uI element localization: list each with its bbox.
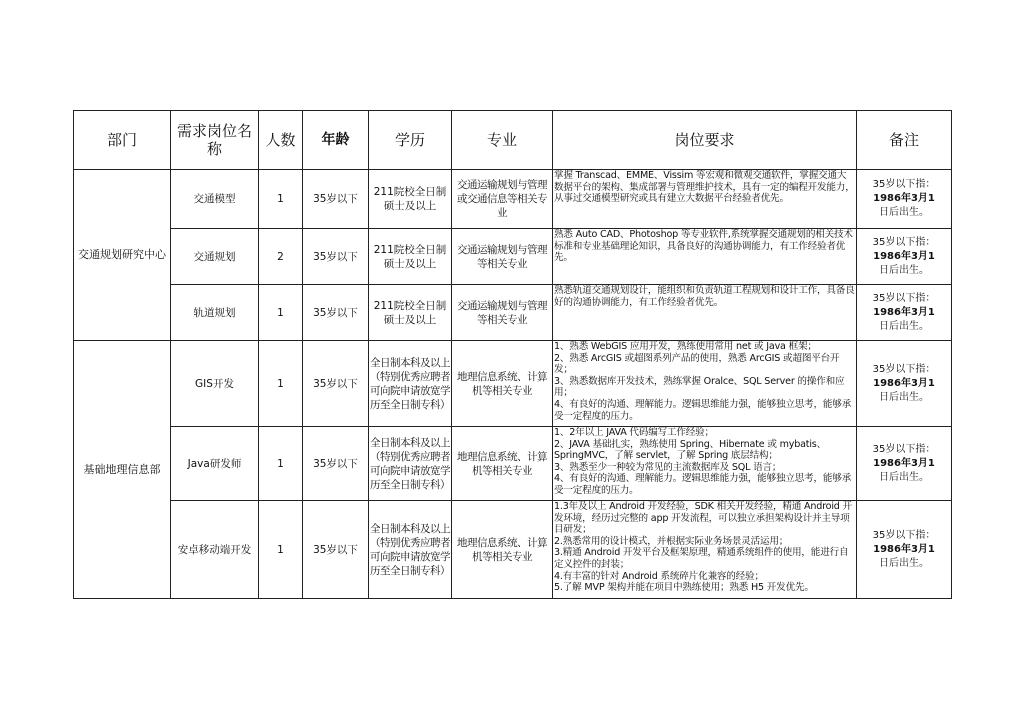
header-note: 备注 [857,111,952,170]
requirement-line: 1.3年及以上 Android 开发经验，SDK 相关开发经验，精通 Android 开发环境，经历过完整的 app 开发流程，可以独立承担架构设计并主导项目研发； [554,501,852,536]
note-line: 日后出生。 [879,320,929,332]
requirements [553,285,857,341]
requirements [553,170,857,229]
requirement-line: 3、熟悉至少一种较为常见的主流数据库及 SQL 语言； [554,461,782,473]
post-name: GIS开发 [171,341,259,427]
headcount: 1 [259,501,303,599]
note-line: 35岁以下指： [872,443,936,455]
education: 211院校全日制硕士及以上 [369,170,452,229]
age-limit: 35岁以下 [303,501,369,599]
note-date: 1986年3月1 [873,543,935,555]
table-row [74,501,952,599]
note-line: 35岁以下指： [872,292,936,304]
note-line: 35岁以下指： [872,363,936,375]
note-line: 35岁以下指： [872,236,936,248]
note [857,229,952,285]
note-line: 日后出生。 [879,207,929,218]
major: 地理信息系统、计算机等相关专业 [452,427,553,501]
header-major: 专业 [452,111,553,170]
major: 地理信息系统、计算机等相关专业 [452,501,553,599]
age-limit: 35岁以下 [303,341,369,427]
header-age: 年龄 [303,111,369,170]
post-name: 交通规划 [171,229,259,285]
age-limit: 35岁以下 [303,229,369,285]
table-row [74,427,952,501]
age-limit: 35岁以下 [303,427,369,501]
note-date: 1986年3月1 [873,250,935,262]
requirement-line: 4、有良好的沟通、理解能力。逻辑思维能力强，能够独立思考，能够承受一定程度的压力。 [554,398,852,422]
note-line: 日后出生。 [879,391,929,403]
requirement-line: 熟悉轨道交通规划设计，能组织和负责轨道工程规划和设计工作，具备良好的沟通协调能力，有工作经验者优先。 [554,285,855,308]
requirement-line: 2、熟悉 ArcGIS 或超图系列产品的使用，熟悉 ArcGIS 或超图平台开发； [554,352,840,376]
major: 交通运输规划与管理等相关专业 [452,285,553,341]
requirement-line: 熟悉 Auto CAD、Photoshop 等专业软件,系统掌握交通规划的相关技术标准和专业基础理论知识，具备良好的沟通协调能力，有工作经验者优先。 [554,229,853,264]
headcount: 1 [259,285,303,341]
education: 211院校全日制硕士及以上 [369,285,452,341]
note [857,501,952,599]
header-edu: 学历 [369,111,452,170]
note-date: 1986年3月1 [873,457,935,469]
requirement-line: 2、JAVA 基础扎实，熟练使用 Spring、Hibernate 或 mybatis、SpringMVC，了解 servlet，了解 Spring 底层结构； [554,438,826,462]
post-name: 轨道规划 [171,285,259,341]
header-requirements: 岗位要求 [553,111,857,170]
education: 211院校全日制硕士及以上 [369,229,452,285]
headcount: 1 [259,427,303,501]
note [857,170,952,229]
requirement-line: 4.有丰富的针对 Android 系统碎片化兼容的经验； [554,570,764,582]
education: 全日制本科及以上（特别优秀应聘者可向院申请放宽学历至全日制专科） [369,341,452,427]
education: 全日制本科及以上（特别优秀应聘者可向院申请放宽学历至全日制专科） [369,501,452,599]
recruitment-table [73,110,952,599]
age-limit: 35岁以下 [303,170,369,229]
requirements [553,229,857,285]
header-post: 需求岗位名称 [171,111,259,170]
requirement-line: 5.了解 MVP 架构并能在项目中熟练使用；熟悉 H5 开发优先。 [554,582,814,594]
requirement-line: 1、熟悉 WebGIS 应用开发，熟练使用常用 net 或 Java 框架； [554,341,817,352]
education: 全日制本科及以上（特别优秀应聘者可向院申请放宽学历至全日制专科） [369,427,452,501]
note-date: 1986年3月1 [873,193,935,204]
headcount: 2 [259,229,303,285]
post-name: 交通模型 [171,170,259,229]
table-row [74,170,952,229]
note [857,285,952,341]
requirements [553,427,857,501]
major: 交通运输规划与管理或交通信息等相关专业 [452,170,553,229]
note-date: 1986年3月1 [873,377,935,389]
header-count: 人数 [259,111,303,170]
note [857,341,952,427]
header-row [74,111,952,170]
note-line: 日后出生。 [879,557,929,569]
note-line: 日后出生。 [879,471,929,483]
requirement-line: 3.精通 Android 开发平台及框架原理，精通系统组件的使用，能进行自定义控件的封装； [554,547,849,570]
header-dept: 部门 [74,111,171,170]
requirement-line: 4、有良好的沟通、理解能力。逻辑思维能力强，能够独立思考，能够承受一定程度的压力。 [554,473,852,496]
requirement-line: 掌握 Transcad、EMME、Vissim 等宏观和微观交通软件，掌握交通大数据平台的架构、集成部署与管理维护技术，具有一定的编程开发能力，从事过交通模型研究或具有建立大数据平台经验者优先。 [554,170,855,205]
post-name: 安卓移动端开发 [171,501,259,599]
requirement-line: 1、2年以上 JAVA 代码编写工作经验； [554,427,714,438]
requirement-line: 2.熟悉常用的设计模式，并根据实际业务场景灵活运用； [554,535,789,547]
note-line: 35岁以下指： [872,179,936,190]
note [857,427,952,501]
table-row [74,341,952,427]
requirement-line: 3、熟悉数据库开发技术，熟练掌握 Oralce、SQL Server 的操作和应用； [554,375,845,399]
dept-name: 交通规划研究中心 [74,170,171,341]
table-row [74,285,952,341]
requirements [553,341,857,427]
age-limit: 35岁以下 [303,285,369,341]
note-date: 1986年3月1 [873,306,935,318]
requirements [553,501,857,599]
post-name: Java研发师 [171,427,259,501]
headcount: 1 [259,170,303,229]
note-line: 35岁以下指： [872,529,936,541]
dept-name: 基础地理信息部 [74,341,171,599]
headcount: 1 [259,341,303,427]
note-line: 日后出生。 [879,264,929,276]
major: 交通运输规划与管理等相关专业 [452,229,553,285]
table-row [74,229,952,285]
major: 地理信息系统、计算机等相关专业 [452,341,553,427]
